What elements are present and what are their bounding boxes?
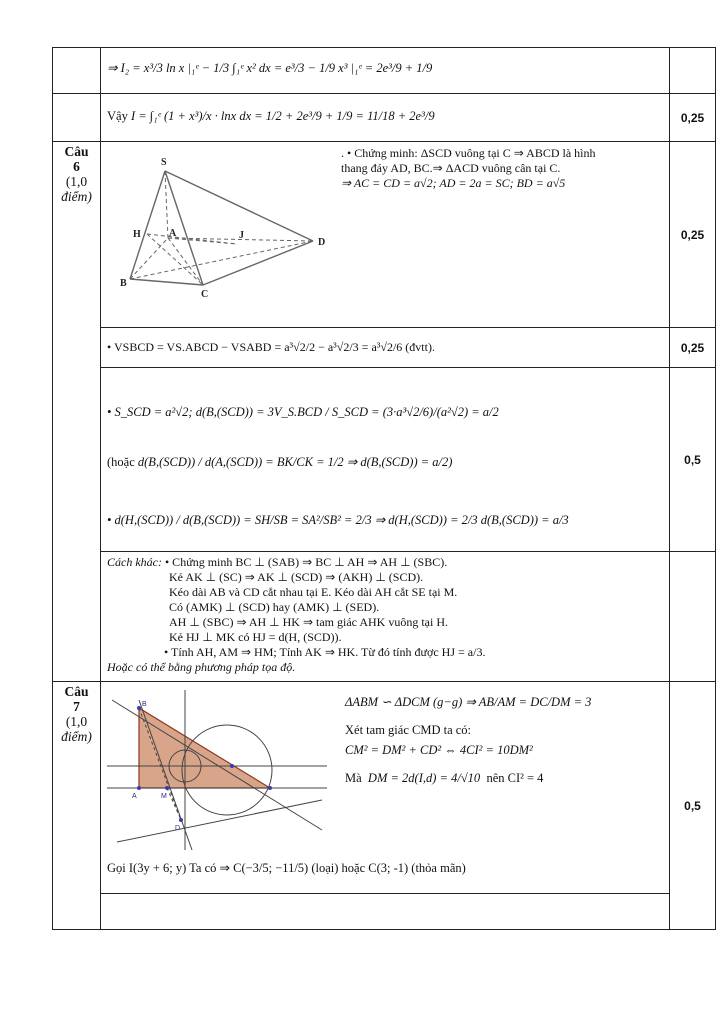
- label-a: A: [132, 793, 137, 800]
- alt-line: • Tính AH, AM ⇒ HM; Tính AK ⇒ HK. Từ đó tính được HJ = a/3.: [164, 645, 486, 659]
- volume-formula: • VSBCD = VS.ABCD − VSABD = a³√2/2 − a³√2/3 = a³√2/6 (đvtt).: [107, 340, 435, 354]
- vay-cell: [101, 94, 670, 142]
- label-h: H: [133, 229, 141, 240]
- score-cell: [670, 368, 716, 552]
- shaded-triangle: [139, 708, 270, 788]
- score-cell: [670, 682, 716, 930]
- label-d: D: [318, 237, 326, 248]
- proof-line: . • Chứng minh: ΔSCD vuông tại C ⇒ ABCD là hình: [341, 146, 596, 160]
- proof-line: thang đáy AD, BC.⇒ ΔACD vuông cân tại C.: [341, 161, 561, 175]
- label-c: C: [201, 289, 209, 300]
- alt-line: Kéo dài AB và CD cắt nhau tại E. Kéo dài AH cắt SE tại M.: [169, 585, 458, 599]
- alt-line: AH ⊥ (SBC) ⇒ AH ⊥ HK ⇒ tam giác AHK vuông tại H.: [169, 615, 448, 629]
- cau6-figure-cell: [101, 142, 670, 328]
- alternative-block: [107, 555, 669, 570]
- question-6-label: Câu 6 (1,0 điểm): [61, 144, 92, 204]
- distance-cell: [101, 368, 670, 552]
- label-b: B: [120, 278, 127, 289]
- label-b: B: [142, 701, 147, 708]
- i2-cell: [101, 48, 670, 94]
- score: 0,25: [680, 110, 705, 125]
- score: 0,5: [684, 452, 701, 467]
- empty-score: [670, 552, 716, 682]
- label-s: S: [161, 157, 167, 168]
- cau7-cell: [101, 682, 670, 894]
- row-vay: [53, 94, 716, 142]
- similarity-line: ΔABM ∽ ΔDCM (g−g) ⇒ AB/AM = DC/DM = 3: [345, 695, 592, 709]
- proof-line: ⇒ AC = CD = a√2; AD = 2a = SC; BD = a√5: [341, 176, 566, 190]
- alt-line: Kẻ HJ ⊥ MK có HJ = d(H, (SCD)).: [169, 630, 342, 644]
- label-a: A: [169, 228, 177, 239]
- row-cau7-main: [53, 682, 716, 894]
- score: 0,5: [684, 798, 701, 813]
- empty-score: [670, 48, 716, 94]
- label-d: D: [175, 825, 181, 832]
- pyramid-figure: [113, 154, 363, 314]
- empty-cell: [53, 94, 101, 142]
- score: 0,25: [680, 227, 705, 242]
- score: 0,25: [680, 340, 705, 355]
- score-cell: [670, 94, 716, 142]
- question-label-cell: [53, 682, 101, 930]
- distance-line-3: • d(H,(SCD)) / d(B,(SCD)) = SH/SB = SA²/SB² = 2/3 ⇒ d(H,(SCD)) = 2/3 d(B,(SCD)) = a/3: [107, 513, 569, 527]
- question-7-label: Câu 7 (1,0 điểm): [61, 684, 92, 744]
- label-j: J: [239, 230, 244, 241]
- proof-text: [341, 146, 659, 191]
- score-cell: [670, 142, 716, 328]
- cm-line: CM² = DM² + CD² ⇔ 4CI² = 10DM²: [345, 743, 533, 757]
- distance-line-2: (hoặc d(B,(SCD)) / d(A,(SCD)) = BK/CK = 1/2 ⇒ d(B,(SCD)) = a/2): [107, 455, 453, 469]
- row-cau7-empty: [53, 894, 716, 930]
- question-label-cell: [53, 142, 101, 682]
- volume-cell: [101, 328, 670, 368]
- alt-title: Cách khác:: [107, 555, 162, 569]
- answer-table-page: [52, 47, 706, 960]
- label-m: M: [161, 793, 167, 800]
- ma-line: Mà DM = 2d(I,d) = 4/√10 nên CI² = 4: [345, 771, 544, 785]
- alt-line: Có (AMK) ⊥ (SCD) hay (AMK) ⊥ (SED).: [169, 600, 380, 614]
- empty-cell: [101, 894, 670, 930]
- row-i2: [53, 48, 716, 94]
- row-cau6-figure: [53, 142, 716, 328]
- vay-formula: Vậy I = ∫₁ᵉ (1 + x³)/x · lnx dx = 1/2 + 2e³/9 + 1/9 = 11/18 + 2e³/9: [107, 109, 435, 123]
- alt-footer: Hoặc có thể bằng phương pháp tọa độ.: [107, 660, 296, 674]
- goi-line: Gọi I(3y + 6; y) Ta có ⇒ C(−3/5; −11/5) (loại) hoặc C(3; -1) (thỏa mãn): [107, 861, 466, 875]
- row-alternative: [53, 552, 716, 682]
- score-cell: [670, 328, 716, 368]
- xet-line: Xét tam giác CMD ta có:: [345, 723, 472, 737]
- coordinate-figure: [107, 690, 327, 850]
- distance-line-1: • S_SCD = a²√2; d(B,(SCD)) = 3V_S.BCD / S_SCD = (3·a³√2/6)/(a²√2) = a/2: [107, 405, 499, 419]
- row-volume: [53, 328, 716, 368]
- answer-table: [52, 47, 716, 930]
- alt-line: • Chứng minh BC ⊥ (SAB) ⇒ BC ⊥ AH ⇒ AH ⊥ (SBC).: [164, 555, 448, 569]
- i2-formula: ⇒ I₂ = x³/3 ln x |₁ᵉ − 1/3 ∫₁ᵉ x² dx = e³/3 − 1/9 x³ |₁ᵉ = 2e³/9 + 1/9: [107, 61, 433, 75]
- row-distance: [53, 368, 716, 552]
- alt-line: Kẻ AK ⊥ (SC) ⇒ AK ⊥ (SCD) ⇒ (AKH) ⊥ (SCD).: [169, 570, 424, 584]
- alternative-cell: [101, 552, 670, 682]
- empty-cell: [53, 48, 101, 94]
- cau7-solution: [345, 690, 661, 786]
